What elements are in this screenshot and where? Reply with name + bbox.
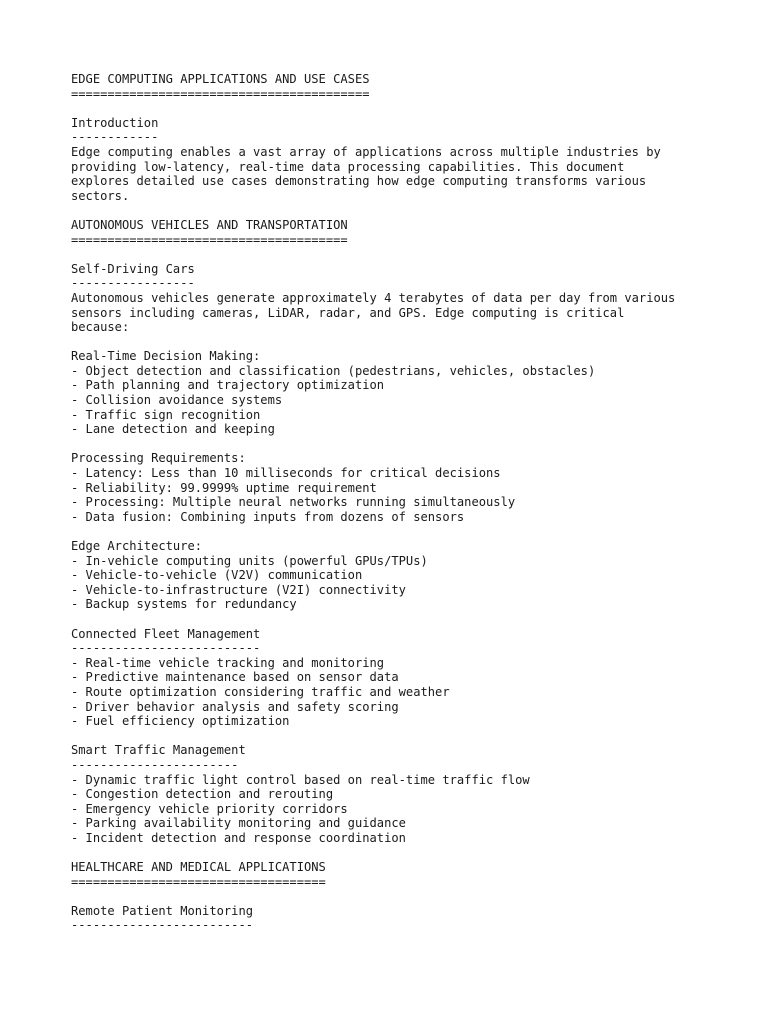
document-line: - Dynamic traffic light control based on real-time traffic flow <box>71 772 530 787</box>
document-line: explores detailed use cases demonstrating how edge computing transforms various <box>71 174 647 189</box>
document-line: EDGE COMPUTING APPLICATIONS AND USE CASES <box>71 72 370 86</box>
document-line: =================================== <box>71 874 326 889</box>
document-line: - Vehicle-to-infrastructure (V2I) connectivity <box>71 582 406 597</box>
document-line: - Backup systems for redundancy <box>71 597 297 612</box>
document-line: sectors. <box>71 188 130 203</box>
document-line: AUTONOMOUS VEHICLES AND TRANSPORTATION <box>71 217 348 232</box>
document-line: - Incident detection and response coordination <box>71 830 406 845</box>
document-line <box>71 101 751 116</box>
document-line: ========================================= <box>71 86 370 101</box>
document-line: - Data fusion: Combining inputs from dozens of sensors <box>71 509 465 524</box>
document-line: - Driver behavior analysis and safety scoring <box>71 699 399 714</box>
document-line: - Reliability: 99.9999% uptime requirement <box>71 480 377 495</box>
document-line: sensors including cameras, LiDAR, radar, and GPS. Edge computing is critical <box>71 305 625 320</box>
document-line: -------------------------- <box>71 641 261 656</box>
document-line <box>71 889 751 904</box>
document-body <box>71 72 751 933</box>
document-line <box>71 729 751 744</box>
document-line: because: <box>71 320 130 335</box>
document-line: - Processing: Multiple neural networks running simultaneously <box>71 495 516 510</box>
document-line <box>71 524 751 539</box>
document-line: Edge computing enables a vast array of applications across multiple industries by <box>71 144 661 159</box>
document-line: providing low-latency, real-time data processing capabilities. This document <box>71 159 625 174</box>
document-line <box>71 845 751 860</box>
document-line <box>71 335 751 350</box>
document-line: - Real-time vehicle tracking and monitoring <box>71 655 385 670</box>
document-line: Processing Requirements: <box>71 451 246 466</box>
document-line: ------------------------- <box>71 918 254 933</box>
document-line: ----------------------- <box>71 757 239 772</box>
document-line: Edge Architecture: <box>71 539 203 553</box>
document-line: ------------ <box>71 130 159 145</box>
document-line: - Traffic sign recognition <box>71 407 261 422</box>
document-line: - Object detection and classification (pedestrians, vehicles, obstacles) <box>71 363 596 378</box>
document-line: - Parking availability monitoring and guidance <box>71 816 406 831</box>
document-line: - Vehicle-to-vehicle (V2V) communication <box>71 568 363 583</box>
document-line: - Lane detection and keeping <box>71 422 275 437</box>
document-line: Autonomous vehicles generate approximately 4 terabytes of data per day from various <box>71 290 676 305</box>
document-line: Introduction <box>71 115 159 130</box>
document-line <box>71 247 751 262</box>
document-line: Smart Traffic Management <box>71 743 246 758</box>
document-line: ====================================== <box>71 232 348 247</box>
document-line: - In-vehicle computing units (powerful GPUs/TPUs) <box>71 553 428 568</box>
document-line: Remote Patient Monitoring <box>71 903 254 918</box>
document-line: Connected Fleet Management <box>71 626 261 641</box>
document-line: HEALTHCARE AND MEDICAL APPLICATIONS <box>71 860 326 875</box>
document-line: - Predictive maintenance based on sensor data <box>71 670 399 685</box>
document-line: Self-Driving Cars <box>71 261 195 276</box>
document-line: - Fuel efficiency optimization <box>71 714 290 729</box>
document-line: - Route optimization considering traffic and weather <box>71 684 450 699</box>
document-line: - Latency: Less than 10 milliseconds for critical decisions <box>71 466 501 481</box>
document-line: ----------------- <box>71 276 195 291</box>
document-line: - Path planning and trajectory optimization <box>71 378 385 393</box>
document-line: - Emergency vehicle priority corridors <box>71 801 348 816</box>
document-line: - Congestion detection and rerouting <box>71 787 334 802</box>
document-line <box>71 437 751 452</box>
document-line: - Collision avoidance systems <box>71 393 283 408</box>
document-line <box>71 203 751 218</box>
document-line: Real-Time Decision Making: <box>71 349 261 364</box>
document-line <box>71 612 751 627</box>
